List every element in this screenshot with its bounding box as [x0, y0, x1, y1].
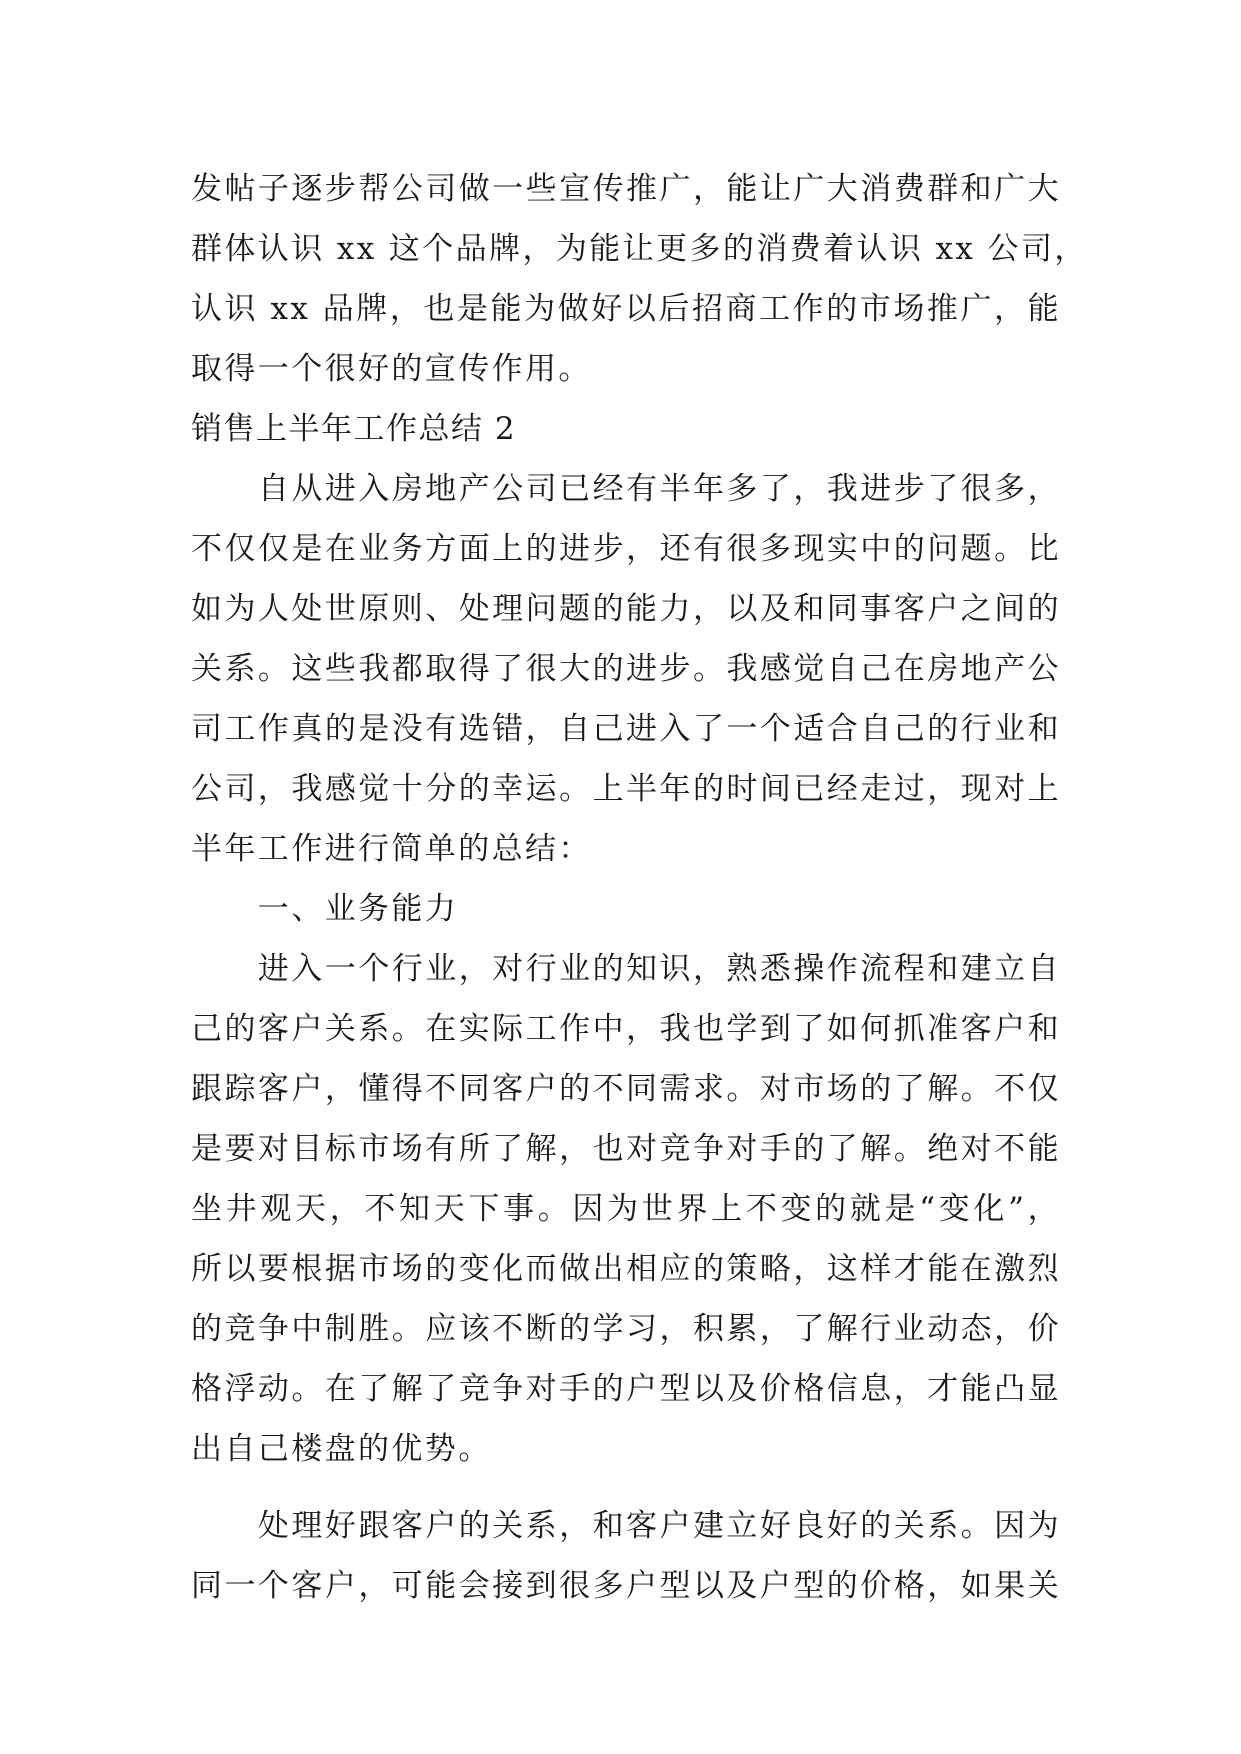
- text-line: 群体认识 xx 这个品牌，为能让更多的消费着认识 xx 公司，: [191, 231, 1088, 267]
- text-line: 出自己楼盘的优势。: [191, 1431, 492, 1467]
- text-line: 公司，我感觉十分的幸运。上半年的时间已经走过，现对上: [191, 771, 1061, 807]
- text-line: 处理好跟客户的关系，和客户建立好良好的关系。因为: [191, 1508, 1061, 1544]
- text-line: 格浮动。在了解了竞争对手的户型以及价格信息，才能凸显: [191, 1371, 1061, 1407]
- section-title: 销售上半年工作总结 2: [191, 411, 517, 447]
- document-body: [191, 159, 1088, 1616]
- text-line: 关系。这些我都取得了很大的进步。我感觉自己在房地产公: [191, 651, 1061, 687]
- text-line: 自从进入房地产公司已经有半年多了，我进步了很多，: [191, 471, 1061, 507]
- subheading: 一、业务能力: [191, 891, 459, 927]
- text-line: 取得一个很好的宣传作用。: [191, 351, 592, 387]
- text-line: 司工作真的是没有选错，自己进入了一个适合自己的行业和: [191, 711, 1061, 747]
- text-line: 发帖子逐步帮公司做一些宣传推广，能让广大消费群和广大: [191, 171, 1061, 207]
- text-line: 同一个客户，可能会接到很多户型以及户型的价格，如果关: [191, 1568, 1061, 1604]
- text-line: 进入一个行业，对行业的知识，熟悉操作流程和建立自: [191, 951, 1061, 987]
- text-line: 认识 xx 品牌，也是能为做好以后招商工作的市场推广，能: [191, 291, 1061, 327]
- text-line: 不仅仅是在业务方面上的进步，还有很多现实中的问题。比: [191, 531, 1061, 567]
- text-line: 半年工作进行简单的总结：: [191, 831, 592, 867]
- text-line: 的竞争中制胜。应该不断的学习，积累，了解行业动态，价: [191, 1311, 1061, 1347]
- text-line: 是要对目标市场有所了解，也对竞争对手的了解。绝对不能: [191, 1131, 1061, 1167]
- text-line: 坐井观天，不知天下事。因为世界上不变的就是“变化”，: [191, 1191, 1061, 1227]
- text-line: 跟踪客户，懂得不同客户的不同需求。对市场的了解。不仅: [191, 1071, 1061, 1107]
- paragraph-gap: [191, 1479, 1061, 1496]
- text-line: 所以要根据市场的变化而做出相应的策略，这样才能在激烈: [191, 1251, 1061, 1287]
- text-line: 如为人处世原则、处理问题的能力，以及和同事客户之间的: [191, 591, 1061, 627]
- text-line: 己的客户关系。在实际工作中，我也学到了如何抓准客户和: [191, 1011, 1061, 1047]
